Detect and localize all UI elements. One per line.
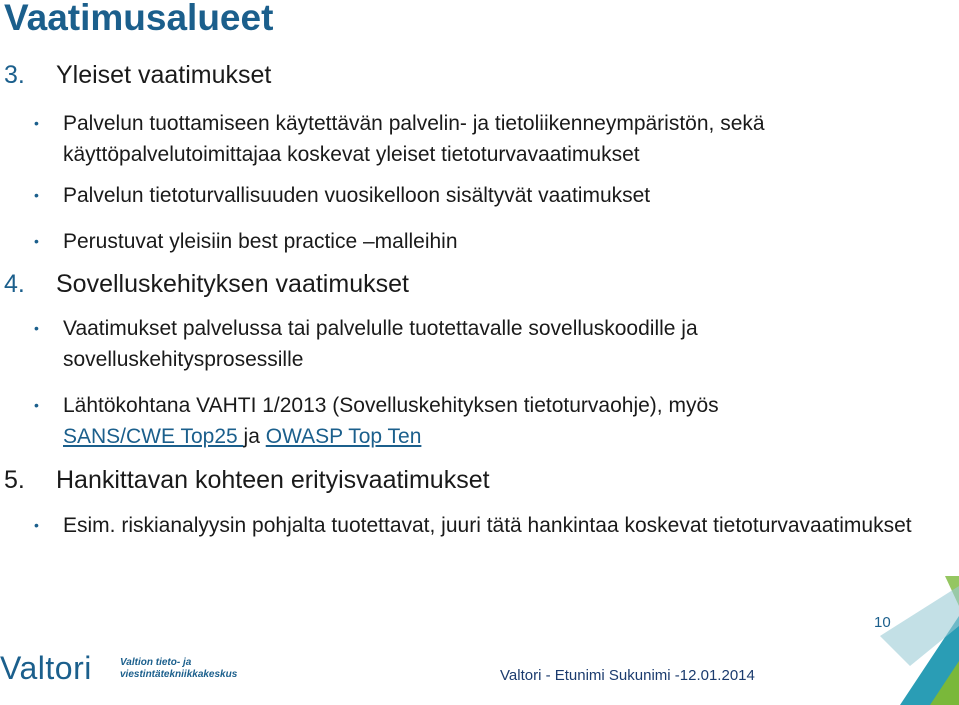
bullet-text: Palvelun tuottamiseen käytettävän palvelin- ja tietoliikenneympäristön, sekä käyttöpalvelutoimittajaa koskevat yleiset tietoturvavaatimukset [63,112,765,166]
bullet-dot-icon: • [34,187,39,203]
bullet-dot-icon: • [34,115,39,131]
bullet-dot-icon: • [34,517,39,533]
section-heading-3 [4,60,271,90]
sans-cwe-link[interactable]: SANS/CWE Top25 [63,425,244,448]
footer-text: Valtori - Etunimi Sukunimi -12.01.2014 [500,667,755,684]
section-heading-5 [4,465,490,495]
bullet-text: Perustuvat yleisiin best practice –malleihin [63,230,458,253]
bullet-dot-icon: • [34,233,39,249]
logo-subtitle-line2: viestintätekniikkakeskus [120,669,238,680]
section-number: 5. [4,466,25,494]
section-heading-text: Yleiset vaatimukset [56,61,272,89]
owasp-link[interactable]: OWASP Top Ten [265,425,422,448]
logo-subtitle [120,657,237,681]
bullet-text: Esim. riskianalyysin pohjalta tuotettavat, juuri tätä hankintaa koskevat tietoturvavaatimukset [63,514,912,537]
bullet-text-with-links [63,390,934,452]
bullet-item [34,510,934,541]
section-number: 4. [4,270,25,298]
slide-title: Vaatimusalueet [4,0,274,38]
section-heading-text: Hankittavan kohteen erityisvaatimukset [56,466,490,494]
corner-decoration [780,576,959,705]
bullet-item [34,313,934,375]
logo-subtitle-line1: Valtion tieto- ja [120,657,192,668]
section-heading-4 [4,269,409,299]
bullet-item [34,108,934,170]
bullet-text: Palvelun tietoturvallisuuden vuosikelloon sisältyvät vaatimukset [63,184,651,207]
valtori-logo [0,648,240,692]
bullet-item [34,390,934,452]
link-conjunction: ja [243,425,260,448]
bullet-item [34,226,934,257]
bullet-item [34,180,934,211]
bullet-text: Vaatimukset palvelussa tai palvelulle tuotettavalle sovelluskoodille ja sovelluskehitysprosessille [63,317,698,371]
section-heading-text: Sovelluskehityksen vaatimukset [56,270,409,298]
page-number: 10 [874,614,891,631]
bullet-text: Lähtökohtana VAHTI 1/2013 (Sovelluskehityksen tietoturvaohje), myös [63,394,719,417]
bullet-dot-icon: • [34,397,39,413]
logo-word: Valtori [0,650,92,686]
section-number: 3. [4,61,25,89]
bullet-dot-icon: • [34,320,39,336]
